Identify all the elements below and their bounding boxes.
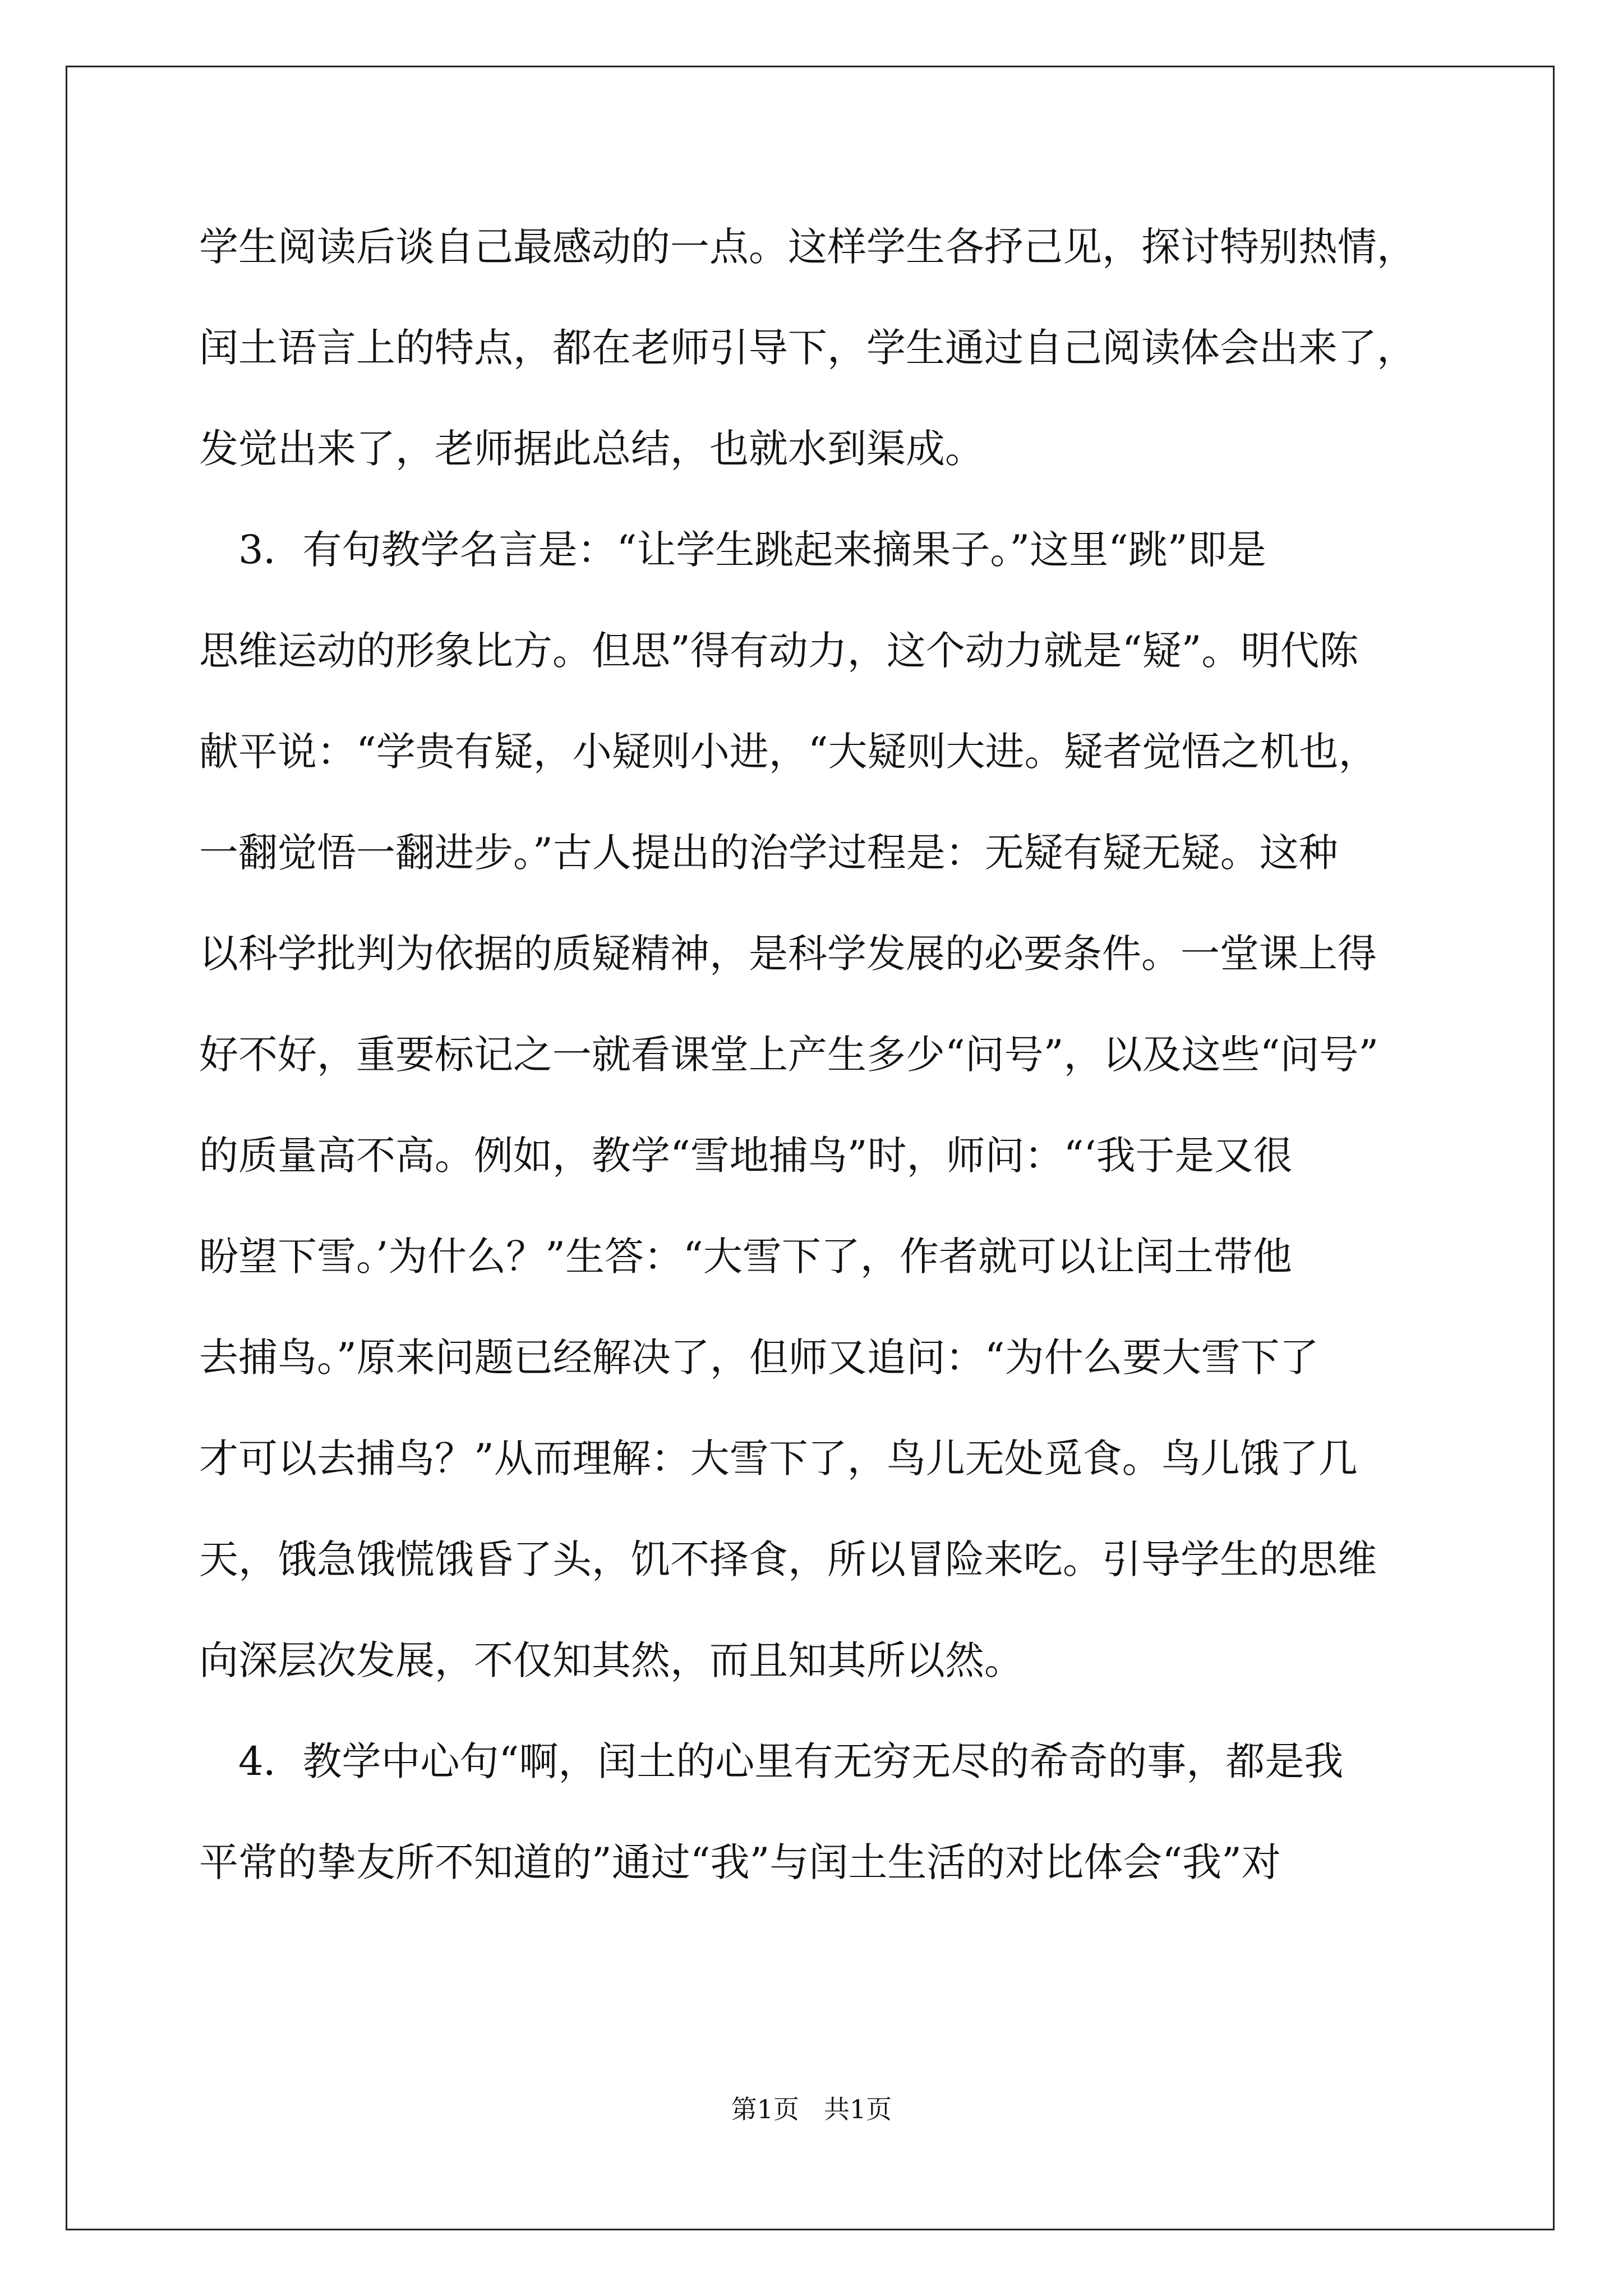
page-footer [0,2093,1623,2125]
text-line: 才可以去捕鸟？”从而理解：大雪下了，鸟儿无处觅食。鸟儿饿了几 [199,1435,1358,1481]
page-number: 第1页 [731,2094,799,2124]
text-line: 平常的挚友所不知道的”通过“我”与闰土生活的对比体会“我”对 [199,1839,1281,1885]
text-line: 学生阅读后谈自己最感动的一点。这样学生各抒己见，探讨特别热情， [199,224,1416,270]
paragraph-start-line: 4．教学中心句“啊，闰土的心里有无穷无尽的希奇的事，都是我 [199,1738,1344,1784]
text-line: 盼望下雪。’为什么？”生答：“大雪下了，作者就可以让闰土带他 [199,1234,1292,1280]
text-line: 去捕鸟。”原来问题已经解决了，但师又追问：“为什么要大雪下了 [199,1335,1319,1381]
text-line: 向深层次发展，不仅知其然，而且知其所以然。 [199,1637,1023,1683]
paragraph-start-line: 3．有句教学名言是：“让学生跳起来摘果子。”这里“跳”即是 [199,527,1266,573]
text-line: 以科学批判为依据的质疑精神，是科学发展的必要条件。一堂课上得 [199,931,1377,977]
text-line: 发觉出来了，老师据此总结，也就水到渠成。 [199,426,984,472]
text-line: 思维运动的形象比方。但思”得有动力，这个动力就是“疑”。明代陈 [199,628,1359,674]
text-line: 的质量高不高。例如，教学“雪地捕鸟”时，师问：“‘我于是又很 [199,1133,1293,1179]
text-line: 献平说：“学贵有疑，小疑则小进，“大疑则大进。疑者觉悟之机也， [199,729,1378,775]
page-total: 共1页 [824,2094,892,2124]
text-line: 天，饿急饿慌饿昏了头，饥不择食，所以冒险来吃。引导学生的思维 [199,1536,1377,1582]
text-line: 闰土语言上的特点，都在老师引导下，学生通过自己阅读体会出来了， [199,325,1416,371]
text-line: 一翻觉悟一翻进步。”古人提出的治学过程是：无疑有疑无疑。这种 [199,830,1338,876]
text-line: 好不好，重要标记之一就看课堂上产生多少“问号”，以及这些“问号” [199,1032,1379,1078]
